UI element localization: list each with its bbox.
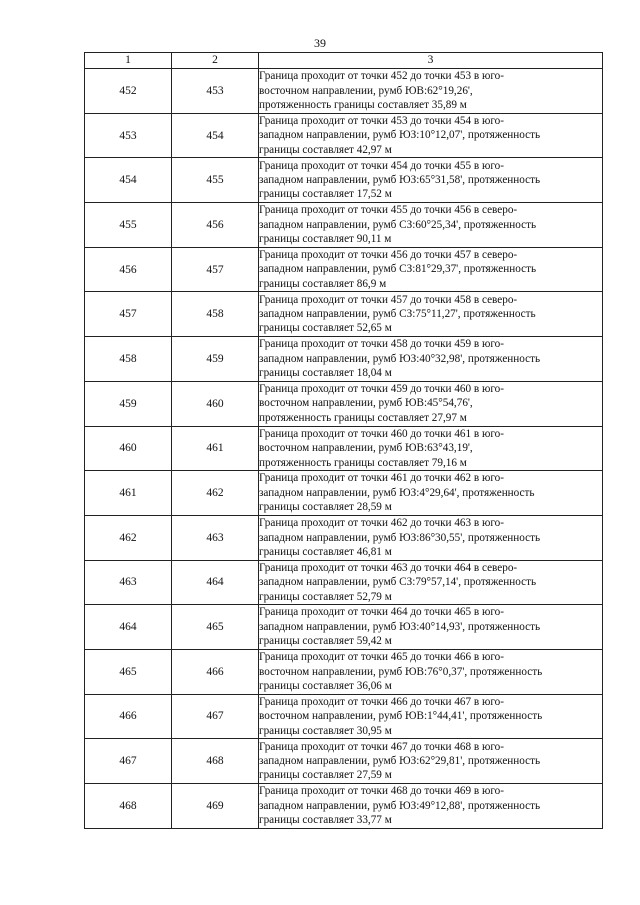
description-line: Граница проходит от точки 458 до точки 459 в юго- bbox=[259, 338, 504, 351]
description-line: западном направлении, румб ЮЗ:10°12,07', протяженность bbox=[259, 129, 541, 142]
boundary-table bbox=[84, 52, 603, 829]
point-from-cell: 457 bbox=[85, 292, 172, 337]
description-line: границы составляет 28,59 м bbox=[259, 501, 392, 514]
point-to-cell: 469 bbox=[172, 784, 259, 829]
point-from-cell: 452 bbox=[85, 69, 172, 114]
table-row bbox=[85, 560, 603, 605]
table-row bbox=[85, 381, 603, 426]
description-line: протяженность границы составляет 27,97 м bbox=[259, 411, 467, 424]
description-line: восточном направлении, румб ЮВ:62°19,26', bbox=[259, 84, 473, 97]
point-from-cell: 463 bbox=[85, 560, 172, 605]
table-row bbox=[85, 292, 603, 337]
table-body bbox=[85, 69, 603, 829]
point-from-cell: 456 bbox=[85, 247, 172, 292]
point-from-cell: 466 bbox=[85, 694, 172, 739]
description-line: Граница проходит от точки 468 до точки 469 в юго- bbox=[259, 785, 504, 798]
description-line: восточном направлении, румб ЮВ:63°43,19', bbox=[259, 442, 473, 455]
boundary-description-cell bbox=[259, 694, 603, 739]
table-row bbox=[85, 515, 603, 560]
description-line: границы составляет 52,79 м bbox=[259, 590, 392, 603]
description-line: Граница проходит от точки 465 до точки 466 в юго- bbox=[259, 651, 504, 664]
point-to-cell: 467 bbox=[172, 694, 259, 739]
description-line: границы составляет 52,65 м bbox=[259, 322, 392, 335]
description-line: западном направлении, румб СЗ:60°25,34', протяженность bbox=[259, 218, 537, 231]
boundary-description-cell bbox=[259, 471, 603, 516]
description-line: восточном направлении, румб ЮВ:1°44,41', протяженность bbox=[259, 710, 543, 723]
description-line: границы составляет 59,42 м bbox=[259, 635, 392, 648]
description-line: границы составляет 17,52 м bbox=[259, 188, 392, 201]
description-line: Граница проходит от точки 462 до точки 463 в юго- bbox=[259, 517, 504, 530]
point-from-cell: 464 bbox=[85, 605, 172, 650]
table-row bbox=[85, 203, 603, 248]
point-to-cell: 458 bbox=[172, 292, 259, 337]
description-line: западном направлении, румб ЮЗ:4°29,64', протяженность bbox=[259, 486, 535, 499]
description-line: границы составляет 46,81 м bbox=[259, 545, 392, 558]
description-line: Граница проходит от точки 460 до точки 461 в юго- bbox=[259, 427, 504, 440]
point-to-cell: 463 bbox=[172, 515, 259, 560]
table-row bbox=[85, 649, 603, 694]
description-line: границы составляет 86,9 м bbox=[259, 277, 387, 290]
point-from-cell: 453 bbox=[85, 113, 172, 158]
boundary-description-cell bbox=[259, 292, 603, 337]
description-line: Граница проходит от точки 461 до точки 462 в юго- bbox=[259, 472, 504, 485]
description-line: Граница проходит от точки 457 до точки 458 в северо- bbox=[259, 293, 518, 306]
point-to-cell: 455 bbox=[172, 158, 259, 203]
description-line: границы составляет 90,11 м bbox=[259, 233, 392, 246]
description-line: восточном направлении, румб ЮВ:45°54,76', bbox=[259, 397, 473, 410]
description-line: границы составляет 33,77 м bbox=[259, 814, 392, 827]
table-row bbox=[85, 694, 603, 739]
point-to-cell: 465 bbox=[172, 605, 259, 650]
point-to-cell: 459 bbox=[172, 337, 259, 382]
boundary-description-cell bbox=[259, 560, 603, 605]
point-from-cell: 458 bbox=[85, 337, 172, 382]
boundary-description-cell bbox=[259, 739, 603, 784]
description-line: западном направлении, румб ЮЗ:49°12,88', протяженность bbox=[259, 799, 541, 812]
table-row bbox=[85, 471, 603, 516]
table-row bbox=[85, 605, 603, 650]
table-row bbox=[85, 158, 603, 203]
table-row bbox=[85, 426, 603, 471]
point-from-cell: 459 bbox=[85, 381, 172, 426]
point-from-cell: 462 bbox=[85, 515, 172, 560]
description-line: западном направлении, румб СЗ:75°11,27', протяженность bbox=[259, 308, 536, 321]
description-line: Граница проходит от точки 455 до точки 456 в северо- bbox=[259, 204, 518, 217]
description-line: протяженность границы составляет 79,16 м bbox=[259, 456, 467, 469]
point-from-cell: 467 bbox=[85, 739, 172, 784]
description-line: западном направлении, румб ЮЗ:40°14,93', протяженность bbox=[259, 620, 541, 633]
table-row bbox=[85, 337, 603, 382]
description-line: Граница проходит от точки 452 до точки 453 в юго- bbox=[259, 70, 504, 83]
boundary-description-cell bbox=[259, 337, 603, 382]
boundary-description-cell bbox=[259, 203, 603, 248]
header-row bbox=[85, 53, 603, 69]
description-line: границы составляет 27,59 м bbox=[259, 769, 392, 782]
header-col-3: 3 bbox=[259, 53, 603, 69]
point-to-cell: 466 bbox=[172, 649, 259, 694]
point-to-cell: 468 bbox=[172, 739, 259, 784]
description-line: Граница проходит от точки 463 до точки 464 в северо- bbox=[259, 561, 518, 574]
description-line: границы составляет 36,06 м bbox=[259, 679, 392, 692]
description-line: восточном направлении, румб ЮВ:76°0,37', протяженность bbox=[259, 665, 543, 678]
description-line: Граница проходит от точки 454 до точки 455 в юго- bbox=[259, 159, 504, 172]
description-line: границы составляет 42,97 м bbox=[259, 143, 392, 156]
boundary-description-cell bbox=[259, 247, 603, 292]
table-row bbox=[85, 69, 603, 114]
boundary-description-cell bbox=[259, 158, 603, 203]
table-row bbox=[85, 784, 603, 829]
boundary-description-cell bbox=[259, 605, 603, 650]
description-line: Граница проходит от точки 467 до точки 468 в юго- bbox=[259, 740, 504, 753]
boundary-description-cell bbox=[259, 426, 603, 471]
point-to-cell: 460 bbox=[172, 381, 259, 426]
boundary-description-cell bbox=[259, 649, 603, 694]
description-line: границы составляет 30,95 м bbox=[259, 724, 392, 737]
boundary-description-cell bbox=[259, 784, 603, 829]
boundary-description-cell bbox=[259, 69, 603, 114]
description-line: западном направлении, румб СЗ:79°57,14', протяженность bbox=[259, 576, 537, 589]
table-row bbox=[85, 739, 603, 784]
description-line: западном направлении, румб ЮЗ:62°29,81', протяженность bbox=[259, 754, 541, 767]
point-to-cell: 461 bbox=[172, 426, 259, 471]
point-from-cell: 455 bbox=[85, 203, 172, 248]
table-row bbox=[85, 113, 603, 158]
description-line: западном направлении, румб ЮЗ:86°30,55', протяженность bbox=[259, 531, 541, 544]
description-line: Граница проходит от точки 459 до точки 460 в юго- bbox=[259, 383, 504, 396]
point-from-cell: 461 bbox=[85, 471, 172, 516]
description-line: Граница проходит от точки 464 до точки 465 в юго- bbox=[259, 606, 504, 619]
table-header bbox=[85, 53, 603, 69]
point-from-cell: 454 bbox=[85, 158, 172, 203]
description-line: границы составляет 18,04 м bbox=[259, 367, 392, 380]
description-line: протяженность границы составляет 35,89 м bbox=[259, 99, 467, 112]
boundary-description-cell bbox=[259, 113, 603, 158]
description-line: западном направлении, румб ЮЗ:40°32,98', протяженность bbox=[259, 352, 541, 365]
point-to-cell: 464 bbox=[172, 560, 259, 605]
description-line: Граница проходит от точки 456 до точки 457 в северо- bbox=[259, 248, 518, 261]
description-line: Граница проходит от точки 466 до точки 467 в юго- bbox=[259, 695, 504, 708]
point-from-cell: 465 bbox=[85, 649, 172, 694]
header-col-2: 2 bbox=[172, 53, 259, 69]
point-to-cell: 453 bbox=[172, 69, 259, 114]
point-from-cell: 460 bbox=[85, 426, 172, 471]
header-col-1: 1 bbox=[85, 53, 172, 69]
description-line: западном направлении, румб СЗ:81°29,37', протяженность bbox=[259, 263, 537, 276]
description-line: западном направлении, румб ЮЗ:65°31,58', протяженность bbox=[259, 174, 541, 187]
boundary-description-cell bbox=[259, 381, 603, 426]
boundary-description-cell bbox=[259, 515, 603, 560]
point-to-cell: 456 bbox=[172, 203, 259, 248]
description-line: Граница проходит от точки 453 до точки 454 в юго- bbox=[259, 114, 504, 127]
point-to-cell: 457 bbox=[172, 247, 259, 292]
point-to-cell: 454 bbox=[172, 113, 259, 158]
point-to-cell: 462 bbox=[172, 471, 259, 516]
point-from-cell: 468 bbox=[85, 784, 172, 829]
page-number: 39 bbox=[314, 36, 326, 50]
table-row bbox=[85, 247, 603, 292]
